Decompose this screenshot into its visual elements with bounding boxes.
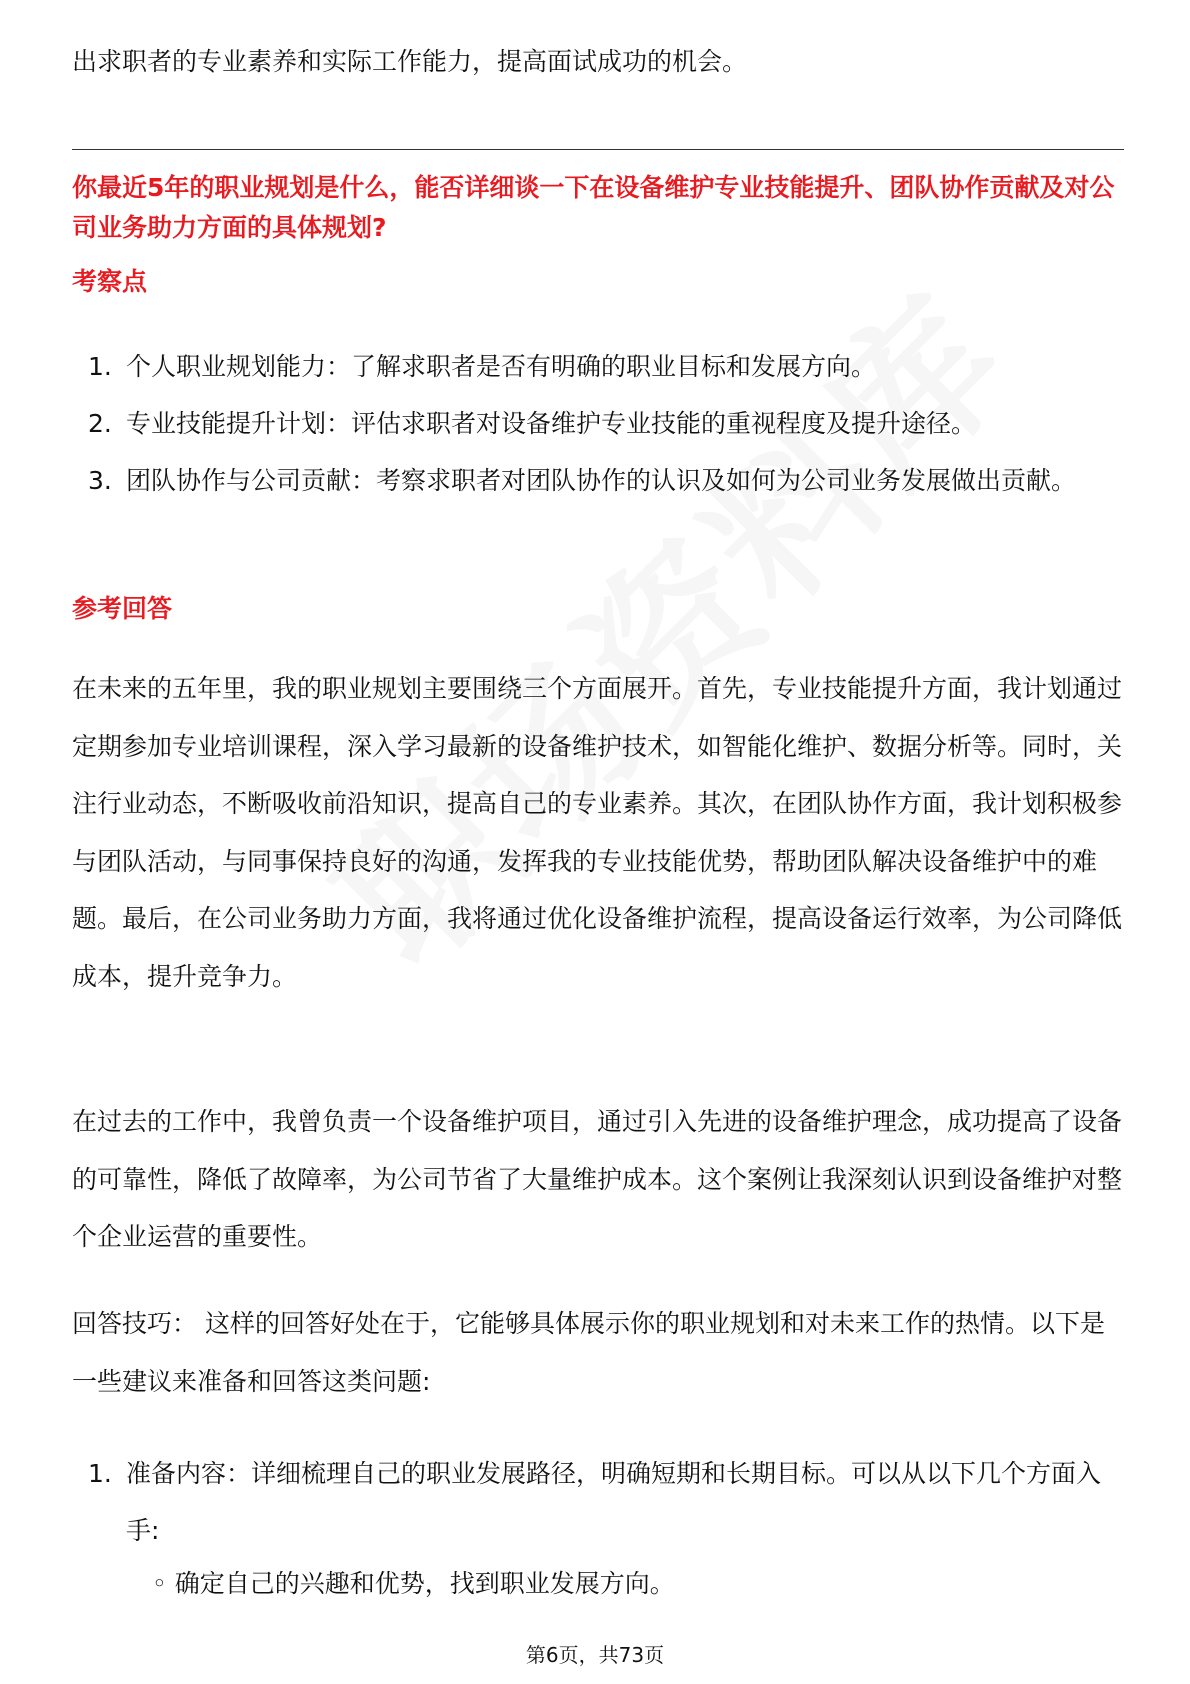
intro-paragraph: 出求职者的专业素养和实际工作能力，提高面试成功的机会。 [72,47,748,76]
section-title-answer: 参考回答 [72,594,173,623]
points-list [72,338,1128,509]
answer-paragraph-2: 在过去的工作中，我曾负责一个设备维护项目，通过引入先进的设备维护理念，成功提高了设备的可靠性，降低了故障率，为公司节省了大量维护成本。这个案例让我深刻认识到设备维护对整个企业运营的重要性。 [72,1107,1123,1251]
list-item: 1. 个人职业规划能力：了解求职者是否有明确的职业目标和发展方向。 [88,352,877,381]
list-item: 3. 团队协作与公司贡献：考察求职者对团队协作的认识及如何为公司业务发展做出贡献。 [88,466,1077,495]
divider [72,149,1124,150]
answer-paragraph-1: 在未来的五年里，我的职业规划主要围绕三个方面展开。首先，专业技能提升方面，我计划通过定期参加专业培训课程，深入学习最新的设备维护技术，如智能化维护、数据分析等。同时，关注行业动态，不断吸收前沿知识，提高自己的专业素养。其次，在团队协作方面，我计划积极参与团队活动，与同事保持良好的沟通，发挥我的专业技能优势，帮助团队解决设备维护中的难题。最后，在公司业务助力方面，我将通过优化设备维护流程，提高设备运行效率，为公司降低成本，提升竞争力。 [72,674,1123,991]
page-footer: 第6页，共73页 [525,1643,665,1667]
question-heading: 你最近5年的职业规划是什么，能否详细谈一下在设备维护专业技能提升、团队协作贡献及对公司业务助力方面的具体规划? [72,173,1115,242]
tips-paragraph: 回答技巧： 这样的回答好处在于，它能够具体展示你的职业规划和对未来工作的热情。以下是一些建议来准备和回答这类问题: [72,1309,1105,1396]
list-item: 2. 专业技能提升计划：评估求职者对设备维护专业技能的重视程度及提升途径。 [88,409,977,438]
sub-bullet-item: ◦ 确定自己的兴趣和优势，找到职业发展方向。 [152,1569,675,1598]
list-item: 1. 准备内容：详细梳理自己的职业发展路径，明确短期和长期目标。可以从以下几个方面入手: [88,1459,1102,1545]
section-title-points: 考察点 [72,267,148,296]
tips-list [72,1445,1128,1559]
